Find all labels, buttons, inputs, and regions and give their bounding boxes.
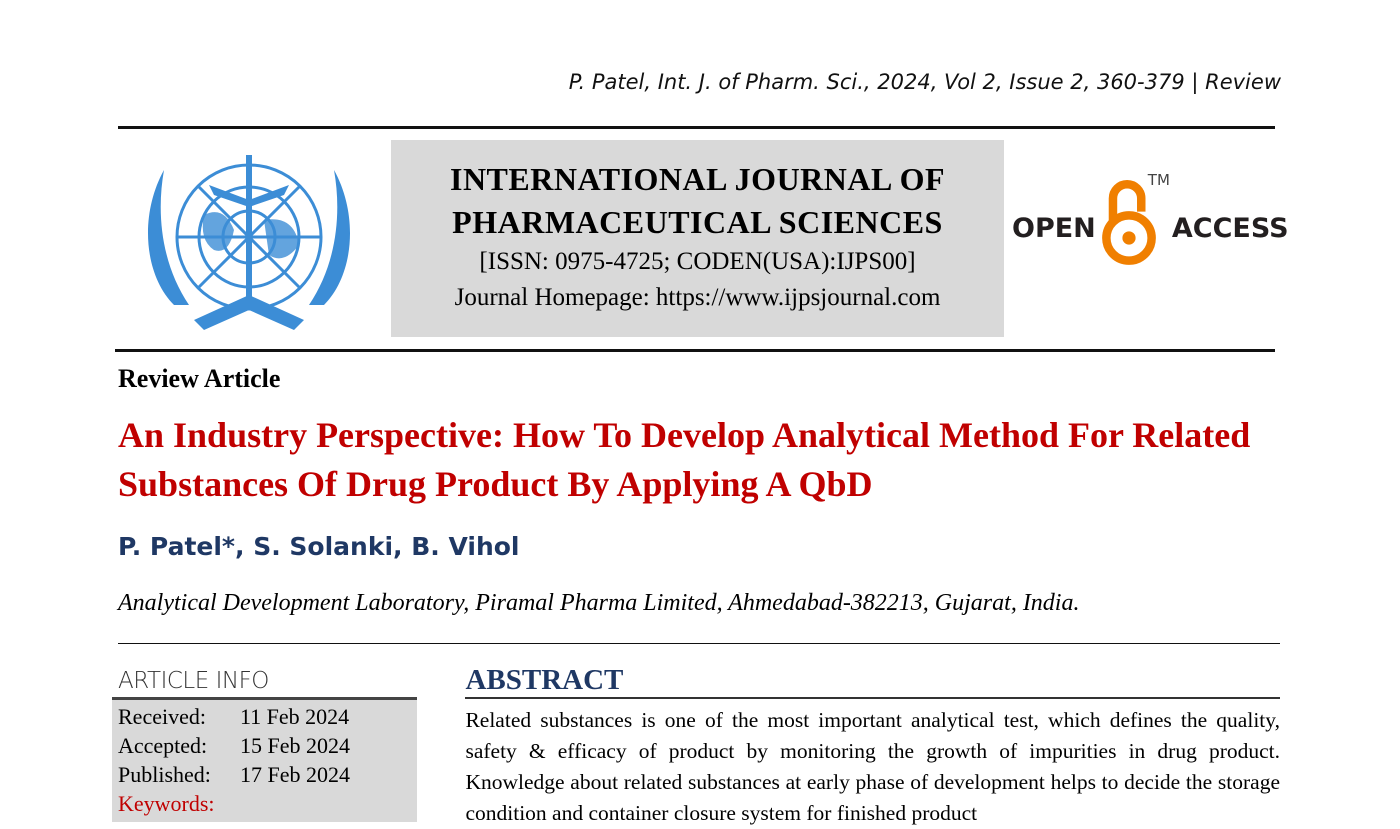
value: 15 Feb 2024	[240, 733, 350, 758]
divider	[115, 349, 1275, 352]
article-affiliation: Analytical Development Laboratory, Piramal Pharma Limited, Ahmedabad-382213, Gujarat, India.	[118, 590, 1080, 616]
open-access-logo	[1012, 171, 1289, 271]
article-main	[0, 364, 1280, 829]
journal-name-line2: PHARMACEUTICAL SCIENCES	[452, 204, 943, 240]
divider	[465, 697, 1280, 699]
abstract-heading: ABSTRACT	[465, 664, 624, 696]
trademark: TM	[1147, 171, 1170, 189]
value: 11 Feb 2024	[240, 704, 350, 729]
article-info-column	[112, 655, 417, 829]
journal-issn: [ISSN: 0975-4725; CODEN(USA):IJPS00]	[479, 248, 916, 275]
accepted-row	[118, 733, 417, 762]
value: 17 Feb 2024	[240, 762, 350, 787]
article-title: An Industry Perspective: How To Develop Analytical Method For Related Substances Of Drug Product By Applying A QbD	[118, 415, 1251, 504]
divider	[118, 643, 1280, 644]
journal-title-box	[391, 140, 1004, 337]
article-authors: P. Patel*, S. Solanki, B. Vihol	[118, 532, 520, 561]
masthead	[0, 129, 1400, 349]
label: Accepted:	[118, 733, 208, 758]
journal-homepage[interactable]: Journal Homepage: https://www.ijpsjournal.com	[454, 284, 941, 311]
article-type: Review Article	[118, 364, 281, 393]
abstract-text: Related substances is one of the most important analytical test, which defines the quality, safety & efficacy of product by monitoring the growth of impurities in drug product. Knowledge about related substances at early phase of development helps to decide the storage condition and container closure system for finished product	[465, 708, 1280, 825]
access-text: ACCESS	[1171, 213, 1289, 244]
article-info-box	[112, 697, 417, 822]
abstract-column	[465, 655, 1280, 829]
label: Received:	[118, 704, 206, 729]
published-row	[118, 762, 417, 791]
journal-logo-emblem	[134, 145, 364, 340]
article-info-heading: ARTICLE INFO	[118, 668, 269, 694]
label: Published:	[118, 762, 211, 787]
open-text: OPEN	[1012, 213, 1096, 244]
journal-name-line1: INTERNATIONAL JOURNAL OF	[449, 161, 946, 197]
citation-header: P. Patel, Int. J. of Pharm. Sci., 2024, Vol 2, Issue 2, 360-379 | Review	[568, 70, 1281, 94]
keywords-label: Keywords:	[118, 791, 215, 816]
received-row	[118, 704, 417, 733]
article-body	[118, 655, 1280, 829]
